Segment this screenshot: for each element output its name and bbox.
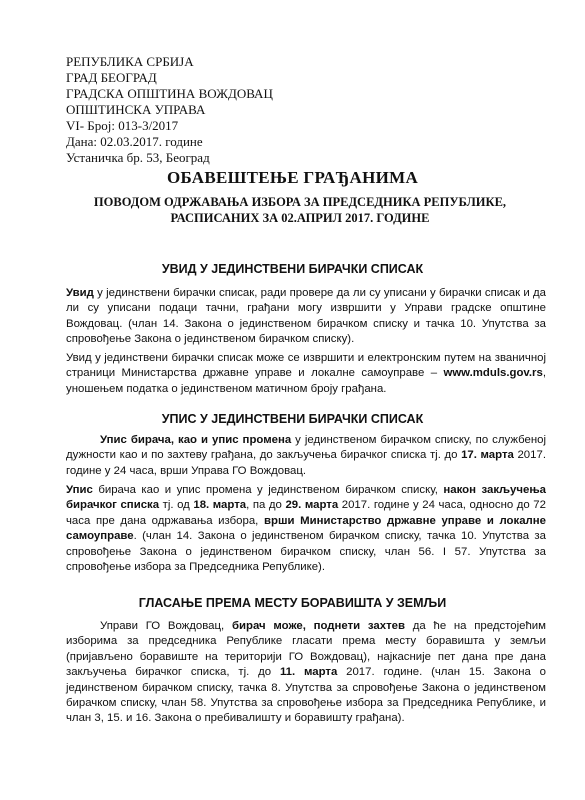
paragraph-voting-by-residence	[66, 619, 546, 727]
online-inspection-text-end: , уношењем податка о јединственом матичном броју грађана.	[66, 367, 546, 395]
residence-legal-refs: 2017. године. (члан 15. Закона о јединственом бирачком списку, тачка 8. Упутства за спровођење Закона о јединственом бирачком списку, члан 58. Упутства за спровођење избора за Председника Републике, и члан 3, 15. и 16. Закона о пребивалишту и боравишту грађана).	[66, 666, 547, 725]
document-subtitle: ПОВОДОМ ОДРЖАВАЊА ИЗБОРА ЗА ПРЕДСЕДНИКА РЕПУБЛИКЕ, РАСПИСАНИХ ЗА 02.АПРИЛ 2017. ГОДИНЕ	[93, 195, 507, 225]
inspection-term: Увид	[66, 287, 94, 299]
voter-request-term: бирач може, поднети захтев	[231, 620, 406, 632]
late-registration-legal-refs: . (члан 14. Закона о јединственом бирачком списку, тачка 10. Упутства за спровођење Закона о јединственом бирачком списку, члан 56. I 57. Упутства за спровођење избора за Председника Републике).	[66, 530, 546, 574]
document-date: Дана: 02.03.2017. године	[66, 134, 203, 149]
residence-text: Управи ГО Вождовац,	[100, 620, 232, 632]
section-heading-voting-by-residence: ГЛАСАЊЕ ПРЕМА МЕСТУ БОРАВИШТА У ЗЕМЉИ	[138, 596, 447, 610]
inspection-text: у јединствени бирачки списак, ради провере да ли су уписани у бирачки списак и да ли су уписани подаци тачни, грађани могу извршити у Управи градске општине Вождовац. (члан 14. Закона о јединственом бирачком списку и тачка 10. Упутства за спровођење Закона о јединственом бирачком списку).	[66, 287, 546, 346]
late-registration-until: , па до	[246, 499, 286, 512]
late-registration-text: бирача као и упис промена у јединственом бирачком списку,	[92, 484, 444, 496]
document-title: ОБАВЕШТЕЊЕ ГРАЂАНИМА	[166, 168, 419, 187]
letterhead	[66, 54, 273, 166]
section-heading-inspection: УВИД У ЈЕДИНСТВЕНИ БИРАЧКИ СПИСАК	[161, 262, 424, 276]
registration-deadline: 17. марта	[461, 449, 514, 462]
reference-number: VI- Број: 013-3/2017	[66, 118, 179, 133]
late-registration-end-date: 29. марта	[285, 499, 339, 512]
late-registration-term: Упис	[66, 484, 93, 496]
late-registration-start-date: 18. марта	[193, 499, 247, 512]
section-heading-registration: УПИС У ЈЕДИНСТВЕНИ БИРАЧКИ СПИСАК	[161, 412, 424, 426]
letterhead-office: ОПШТИНСКА УПРАВА	[66, 102, 206, 117]
late-registration-from: тј. од	[159, 499, 194, 512]
paragraph-online-inspection	[66, 351, 546, 397]
paragraph-registration	[66, 433, 546, 479]
letterhead-city: ГРАД БЕОГРАД	[66, 70, 157, 85]
letterhead-country: РЕПУБЛИКА СРБИЈА	[66, 54, 194, 69]
letterhead-municipality: ГРАДСКА ОПШТИНА ВОЖДОВАЦ	[66, 86, 273, 101]
registration-term: Упис бирача, као и упис промена	[100, 434, 292, 446]
paragraph-late-registration	[66, 483, 546, 575]
after-closing-term: након закључења бирачког списка	[66, 484, 546, 512]
late-registration-time: 2017. године у 24 часа, односно до 72 часа пре дана одржавања избора,	[66, 499, 546, 527]
registration-text-end: 2017. године у 24 часа, врши Управа ГО Вождовац.	[66, 449, 546, 477]
residence-deadline: 11. марта	[279, 666, 338, 679]
paragraph-inspection	[66, 286, 546, 348]
ministry-authority: врши Министарство државне управе и локалне самоуправе	[66, 514, 546, 543]
ministry-website: www.mduls.gov.rs	[443, 367, 543, 380]
registration-text: у јединственом бирачком списку, по службеној дужности као и по захтеву грађана, до закључења бирачког списка тј. до	[66, 434, 546, 462]
address: Устаничка бр. 53, Београд	[66, 150, 210, 165]
online-inspection-text: Увид у јединствени бирачки списак може се извршити и електронским путем на званичној страници Министарства државне управе и локалне самоуправе –	[66, 352, 546, 380]
residence-text-middle: да ће на предстојећим изборима за председника Републике гласати према месту боравишта у земљи (пријављено боравиште на територији ГО Вождовац), најкасније пет дана пре дана закључења бирачког списка, тј. до	[66, 620, 547, 679]
